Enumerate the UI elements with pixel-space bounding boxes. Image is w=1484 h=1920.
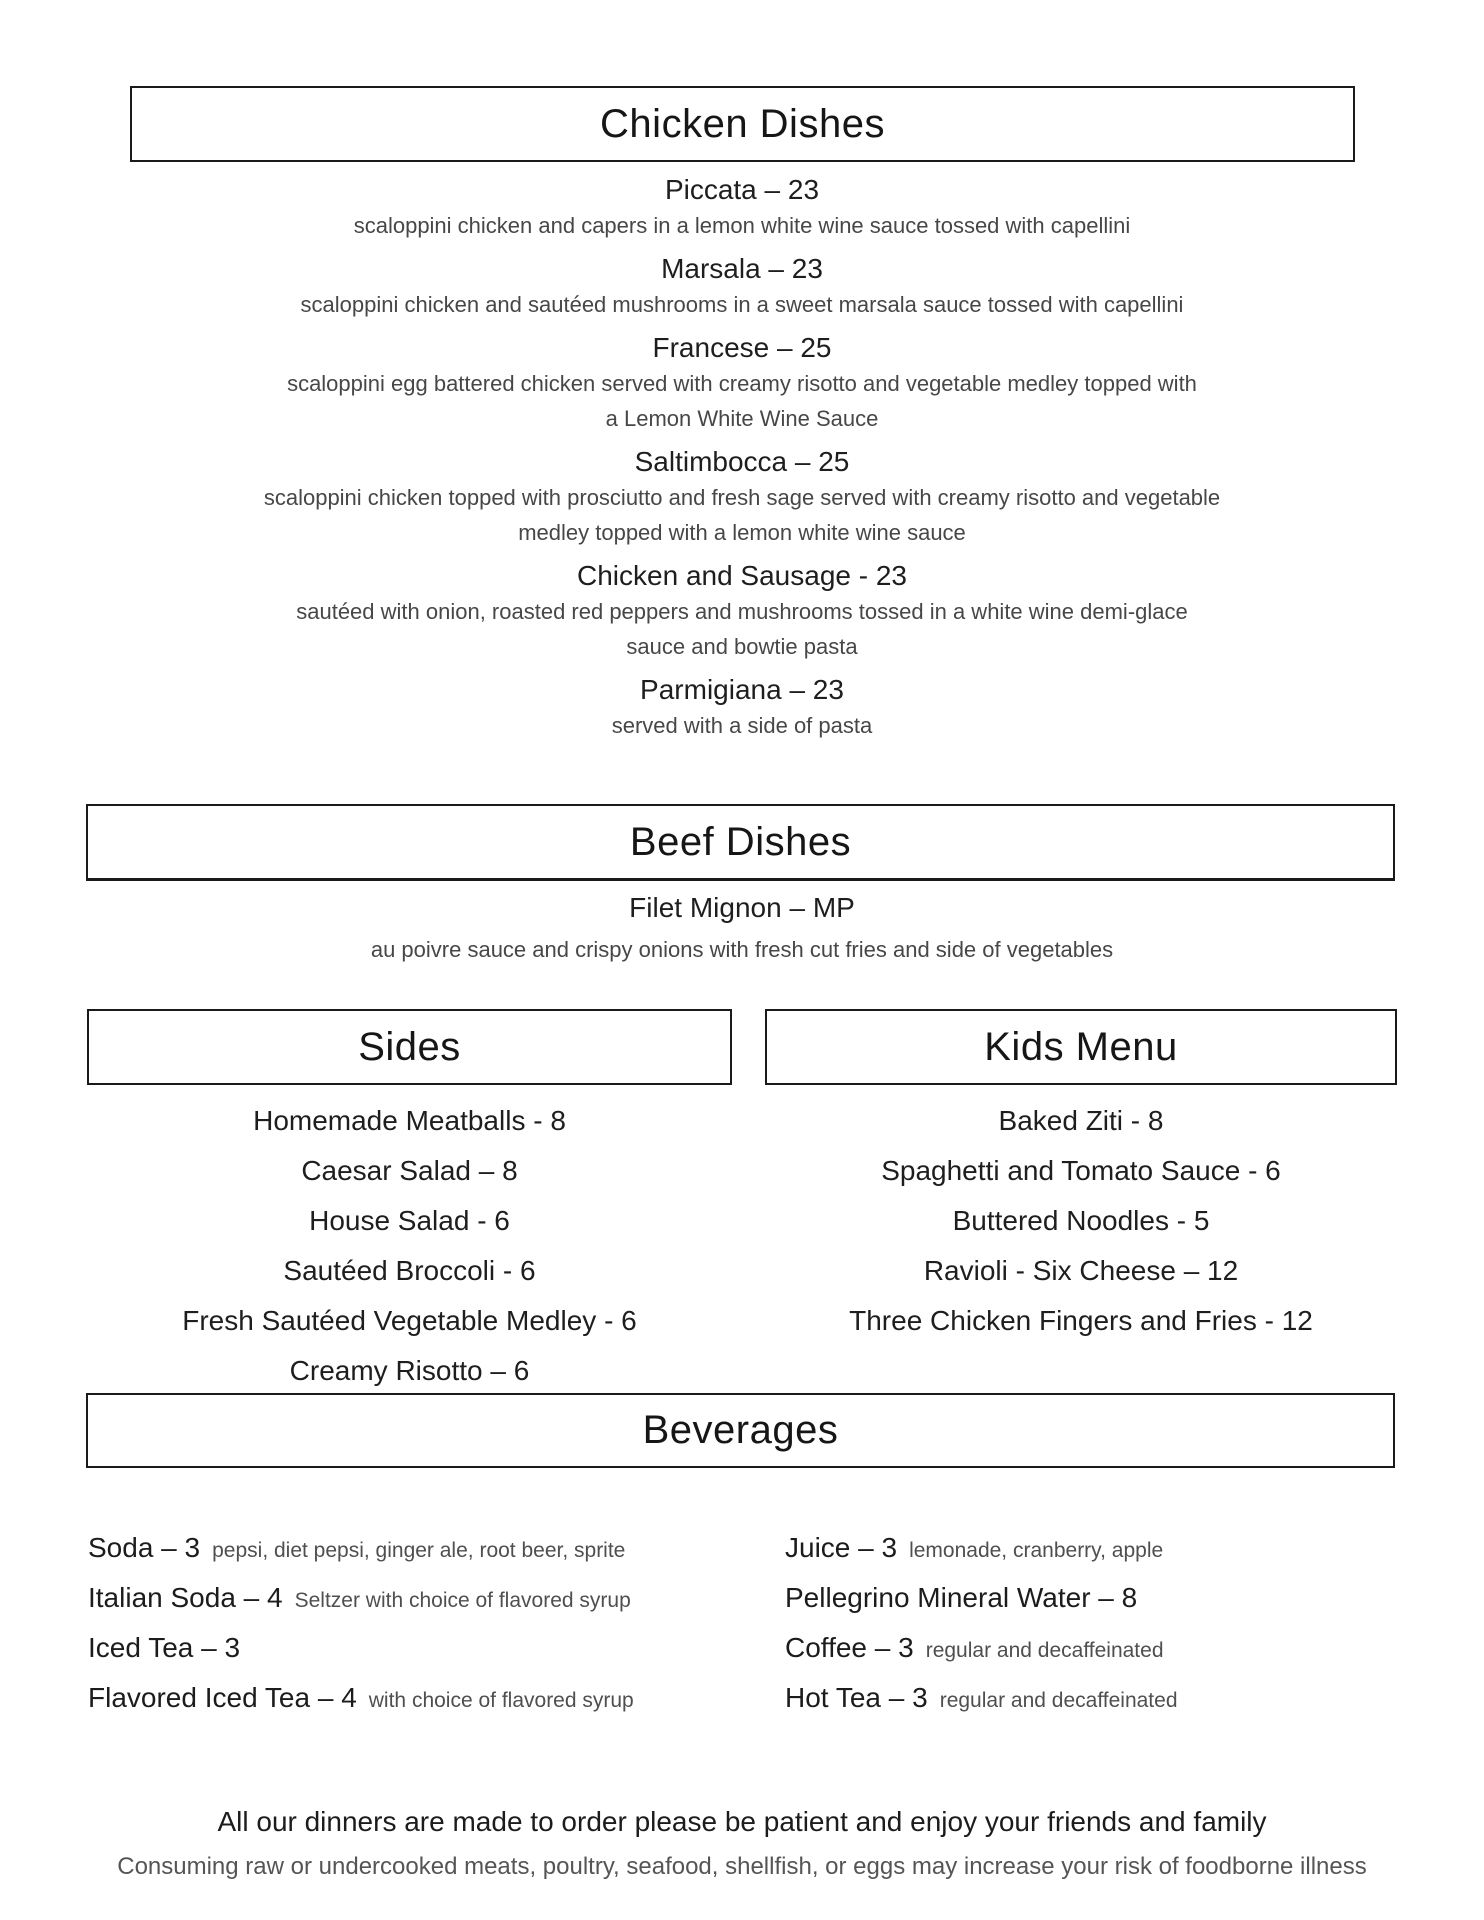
beverage-name: Italian Soda – 4 [88,1582,283,1613]
section-title-sides: Sides [358,1024,461,1069]
beverage-row [785,1623,1397,1673]
list-item: Homemade Meatballs - 8 [253,1105,566,1136]
list-item: Caesar Salad – 8 [301,1155,518,1186]
list-item: Buttered Noodles - 5 [952,1205,1210,1236]
item-description: scaloppini chicken and capers in a lemon white wine sauce tossed with capellini [353,213,1131,238]
beverage-note: with choice of flavored syrup [368,1689,634,1712]
item-description: scaloppini chicken topped with prosciutto and fresh sage served with creamy risotto and vegetable medley topped with a lemon white wine sauce [263,485,1221,545]
chicken-items-list [0,164,1484,751]
menu-item [0,174,1484,243]
footer-note: All our dinners are made to order please be patient and enjoy your friends and family [217,1806,1267,1837]
beef-dishes-header-box [86,804,1395,881]
section-title-beef: Beef Dishes [629,819,852,864]
chicken-dishes-header-box [130,86,1355,162]
list-item: Creamy Risotto – 6 [289,1355,530,1386]
beverage-row [785,1573,1397,1623]
footer-disclaimer: Consuming raw or undercooked meats, poultry, seafood, shellfish, or eggs may increase your risk of foodborne illness [117,1853,1367,1880]
beverage-note: regular and decaffeinated [939,1689,1178,1712]
item-description: scaloppini chicken and sautéed mushrooms in a sweet marsala sauce tossed with capellini [300,292,1184,317]
beverage-note: lemonade, cranberry, apple [909,1539,1164,1562]
beverage-name: Juice – 3 [785,1532,898,1563]
menu-item [0,560,1484,664]
list-item: House Salad - 6 [309,1205,510,1236]
list-item: Ravioli - Six Cheese – 12 [923,1255,1239,1286]
beverages-right-column [785,1523,1397,1723]
item-name: Parmigiana – 23 [640,674,844,705]
item-name: Marsala – 23 [661,253,823,284]
beverage-name: Flavored Iced Tea – 4 [88,1682,357,1713]
list-item: Baked Ziti - 8 [998,1105,1164,1136]
section-title-chicken: Chicken Dishes [600,101,885,146]
beverage-row [785,1523,1397,1573]
list-item: Fresh Sautéed Vegetable Medley - 6 [182,1305,637,1336]
beverage-row [88,1623,748,1673]
beverages-header-box [86,1393,1395,1468]
beverage-row [785,1673,1397,1723]
beverage-note: pepsi, diet pepsi, ginger ale, root beer, sprite [212,1539,626,1562]
list-item: Sautéed Broccoli - 6 [283,1255,536,1286]
item-name: Chicken and Sausage - 23 [577,560,907,591]
menu-item [0,674,1484,743]
beverage-name: Hot Tea – 3 [785,1682,928,1713]
sides-items-list [87,1096,732,1396]
beverage-note: Seltzer with choice of flavored syrup [294,1589,631,1612]
kids-items-list [765,1096,1397,1346]
item-name: Francese – 25 [652,332,832,363]
list-item: Spaghetti and Tomato Sauce - 6 [881,1155,1281,1186]
item-name: Filet Mignon – MP [629,892,855,923]
item-name: Saltimbocca – 25 [634,446,850,477]
menu-item [0,446,1484,550]
beef-items-list [0,884,1484,975]
kids-menu-header-box [765,1009,1397,1085]
beverages-left-column [88,1523,748,1723]
section-title-kids: Kids Menu [984,1024,1178,1069]
menu-item [0,253,1484,322]
beverage-note: regular and decaffeinated [925,1639,1164,1662]
item-name: Piccata – 23 [664,174,820,205]
item-description: scaloppini egg battered chicken served with creamy risotto and vegetable medley topped with a Lemon White Wine Sauce [287,371,1197,431]
section-title-beverages: Beverages [642,1408,839,1452]
beverage-name: Pellegrino Mineral Water – 8 [785,1582,1138,1613]
menu-item [0,892,1484,967]
menu-item [0,332,1484,436]
beverage-row [88,1673,748,1723]
beverage-row [88,1573,748,1623]
item-description: au poivre sauce and crispy onions with fresh cut fries and side of vegetables [370,937,1114,962]
item-description: sautéed with onion, roasted red peppers and mushrooms tossed in a white wine demi-glace sauce and bowtie pasta [296,599,1188,659]
beverage-name: Soda – 3 [88,1532,201,1563]
beverage-row [88,1523,748,1573]
sides-header-box [87,1009,732,1085]
item-description: served with a side of pasta [611,713,873,738]
list-item: Three Chicken Fingers and Fries - 12 [849,1305,1313,1336]
beverage-name: Coffee – 3 [785,1632,914,1663]
beverage-name: Iced Tea – 3 [88,1632,241,1663]
